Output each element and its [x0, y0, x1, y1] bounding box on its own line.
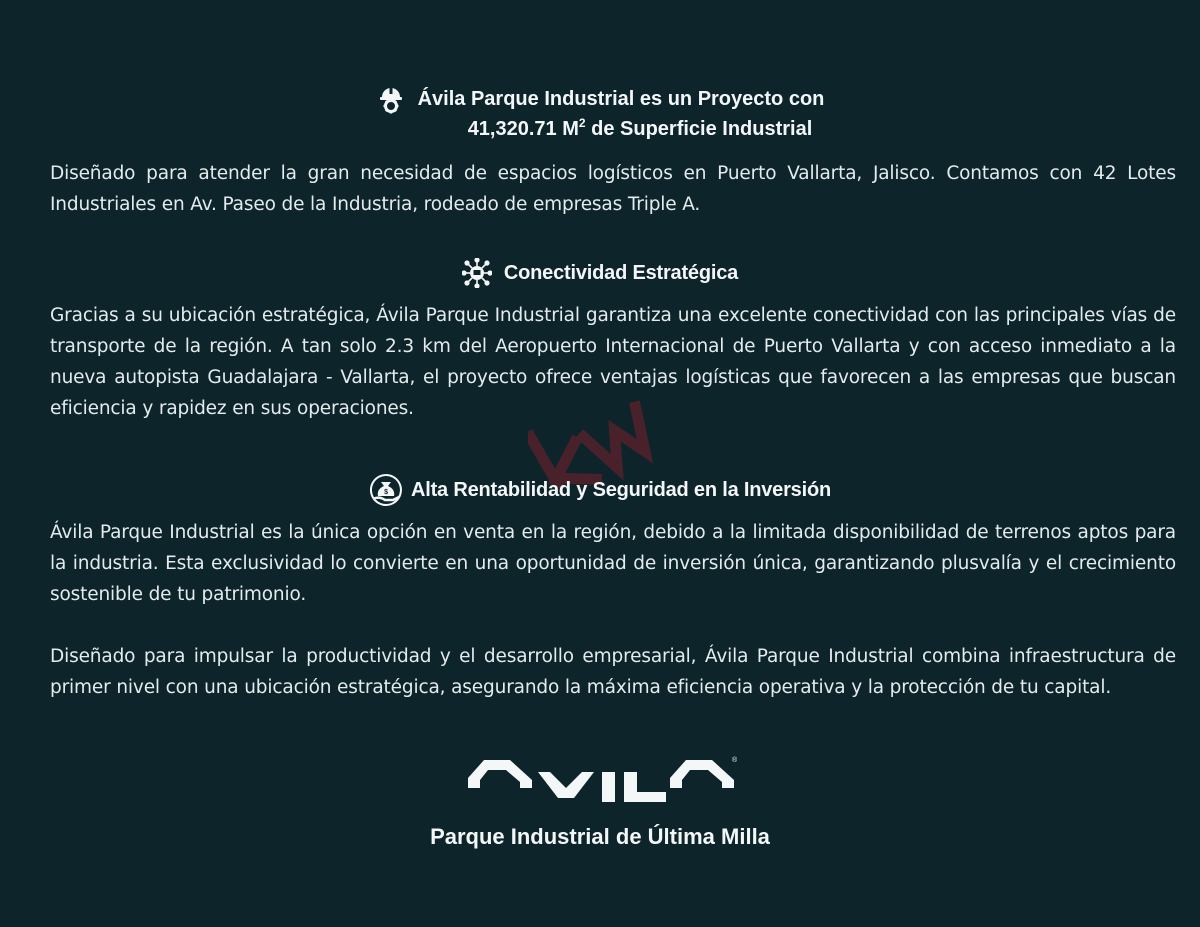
svg-text:®: ®: [732, 757, 738, 764]
money-bag-hand-icon: [369, 473, 403, 507]
area-value: 41,320.71 M: [467, 118, 579, 140]
heading-line-2: [0, 116, 1200, 144]
worker-helmet-gear-icon: [376, 84, 406, 114]
area-suffix: de Superficie Industrial: [585, 118, 813, 140]
heading-line-1: Ávila Parque Industrial es un Proyecto con: [417, 87, 825, 110]
main-heading: [0, 84, 1200, 144]
connectivity-title: Conectividad Estratégica: [503, 261, 739, 284]
connectivity-paragraph: Gracias a su ubicación estratégica, Ávila Parque Industrial garantiza una excelente conectividad con las principales vías de transporte de la región. A tan solo 2.3 km del Aeropuerto Internacional de Puerto Vallarta y con acceso inmediato a la nueva autopista Guadalajara - Vallarta, el proyecto ofrece ventajas logísticas que favorecen a las empresas que buscan eficiencia y rapidez en sus operaciones.: [50, 305, 1176, 419]
area-unit-exponent: 2: [578, 116, 586, 130]
connectivity-heading: [0, 256, 1200, 290]
tagline: Parque Industrial de Última Milla: [430, 824, 770, 849]
closing-paragraph: Diseñado para impulsar la productividad y el desarrollo empresarial, Ávila Parque Industrial combina infraestructura de primer nivel con una ubicación estratégica, asegurando la máxima eficiencia operativa y la protección de tu capital.: [50, 646, 1176, 698]
avila-logo: [466, 756, 738, 806]
investment-paragraph: Ávila Parque Industrial es la única opción en venta en la región, debido a la limitada disponibilidad de terrenos aptos para la industria. Esta exclusividad lo convierte en una oportunidad de inversión única, garantizando plusvalía y el crecimiento sostenible de tu patrimonio.: [50, 522, 1176, 605]
intro-paragraph: Diseñado para atender la gran necesidad de espacios logísticos en Puerto Vallarta, Jalisco. Contamos con 42 Lotes Industriales en Av. Paseo de la Industria, rodeado de empresas Triple A.: [50, 163, 1176, 215]
network-hub-icon: [462, 258, 492, 288]
svg-text:$: $: [384, 489, 388, 496]
investment-heading: [0, 472, 1200, 508]
investment-title: Alta Rentabilidad y Seguridad en la Inversión: [411, 478, 831, 501]
